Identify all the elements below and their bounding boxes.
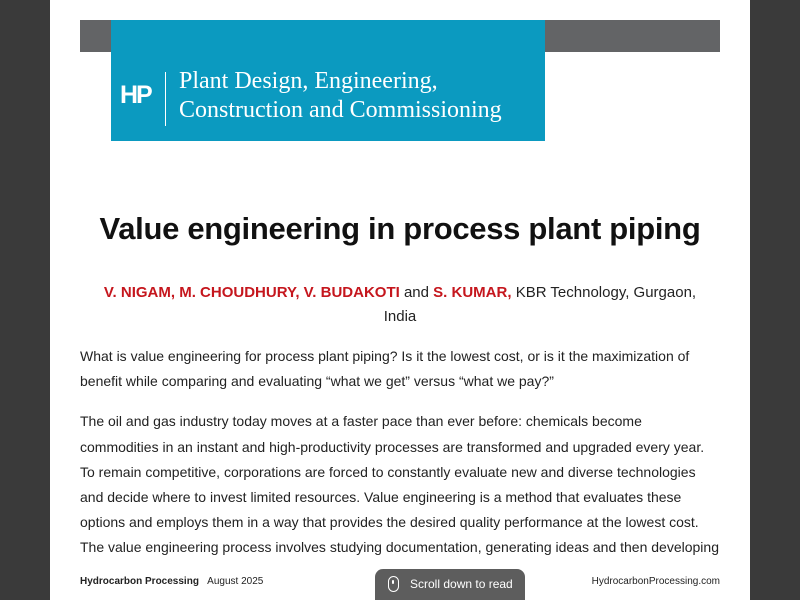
body-paragraph: What is value engineering for process plant piping? Is it the lowest cost, or is it the maximization of benefit while comparing and evaluating “what we get” versus “what we pay?” (80, 348, 690, 390)
document-page (50, 0, 750, 600)
footer-journal-info (80, 576, 263, 587)
issue-date: August 2025 (207, 576, 264, 587)
hp-logo: HP (120, 81, 151, 109)
article-body (80, 344, 720, 576)
author-names: V. NIGAM, M. CHOUDHURY, V. BUDAKOTI (103, 284, 400, 301)
section-banner (111, 20, 545, 141)
scroll-label: Scroll down to read (410, 577, 513, 591)
article-byline (90, 281, 710, 329)
article-title: Value engineering in process plant piping (99, 211, 701, 246)
scroll-down-button[interactable] (375, 569, 525, 600)
byline-and: and (403, 284, 429, 301)
banner-title-line2: Construction and Commissioning (179, 97, 502, 123)
mouse-icon (388, 576, 399, 592)
journal-name: Hydrocarbon Processing (80, 576, 199, 587)
body-paragraph: The oil and gas industry today moves at a faster pace than ever before: chemicals become commodities in an instant and high-productivity processes are transformed and upgraded every year. To remain competitive, corporations are forced to constantly evaluate new and diverse technologies and decide where to invest limited resources. Value engineering is a method that evaluates these options and employs them in a way that provides the desired quality performance at the lowest cost. The value engineering process involves studying documentation, generating ideas and then developing (80, 413, 719, 556)
author-name-last: S. KUMAR, (433, 284, 512, 301)
banner-title (179, 67, 502, 125)
author-affiliation: KBR Technology, Gurgaon, India (383, 284, 697, 325)
logo-divider (165, 72, 166, 126)
banner-title-line1: Plant Design, Engineering, (179, 68, 438, 94)
footer-website[interactable]: HydrocarbonProcessing.com (591, 576, 720, 587)
